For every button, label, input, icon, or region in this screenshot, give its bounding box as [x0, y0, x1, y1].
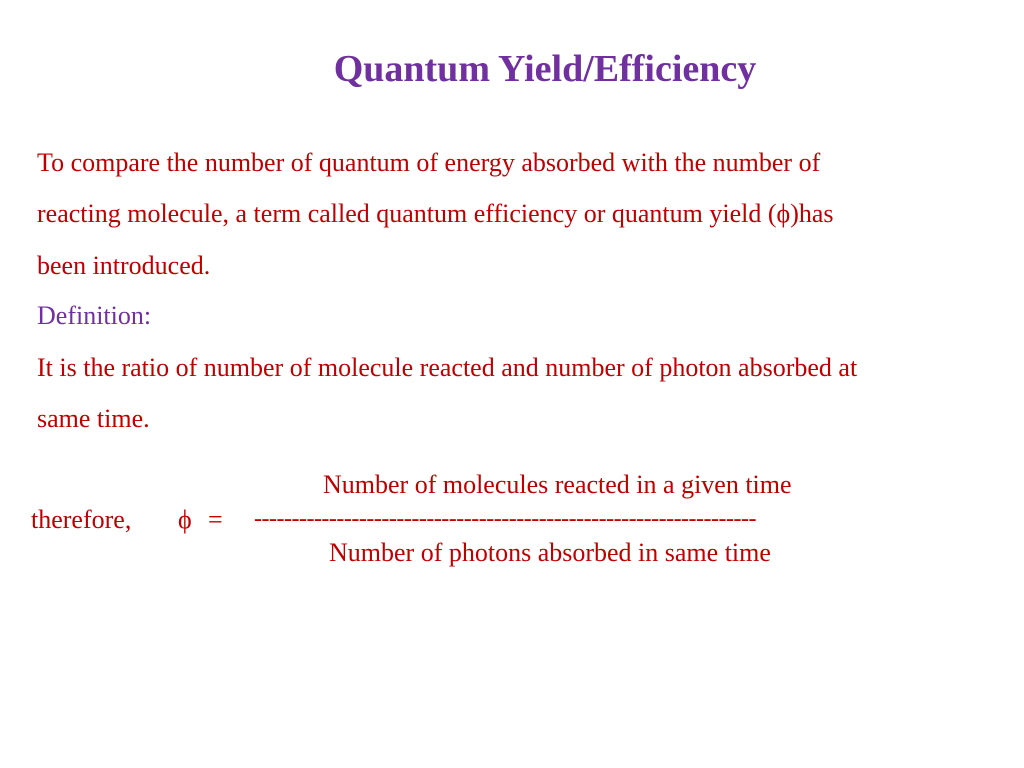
formula-lhs-label: therefore, — [31, 505, 132, 534]
definition-heading: Definition: — [37, 301, 152, 330]
formula-fraction-bar: ------------------------------------------------------------------- — [254, 506, 756, 532]
formula-denominator: Number of photons absorbed in same time — [329, 538, 771, 567]
slide-title: Quantum Yield/Efficiency — [333, 48, 757, 90]
formula-equals-sign: = — [208, 505, 223, 534]
formula-numerator: Number of molecules reacted in a given time — [323, 470, 792, 499]
intro-line-3: been introduced. — [37, 251, 211, 280]
intro-line-2: reacting molecule, a term called quantum efficiency or quantum yield (ϕ)has — [37, 199, 834, 228]
definition-line-1: It is the ratio of number of molecule reacted and number of photon absorbed at — [37, 353, 858, 382]
definition-line-2: same time. — [37, 404, 150, 433]
formula-phi-symbol: ϕ — [178, 505, 192, 534]
intro-line-1: To compare the number of quantum of energy absorbed with the number of — [37, 148, 821, 177]
